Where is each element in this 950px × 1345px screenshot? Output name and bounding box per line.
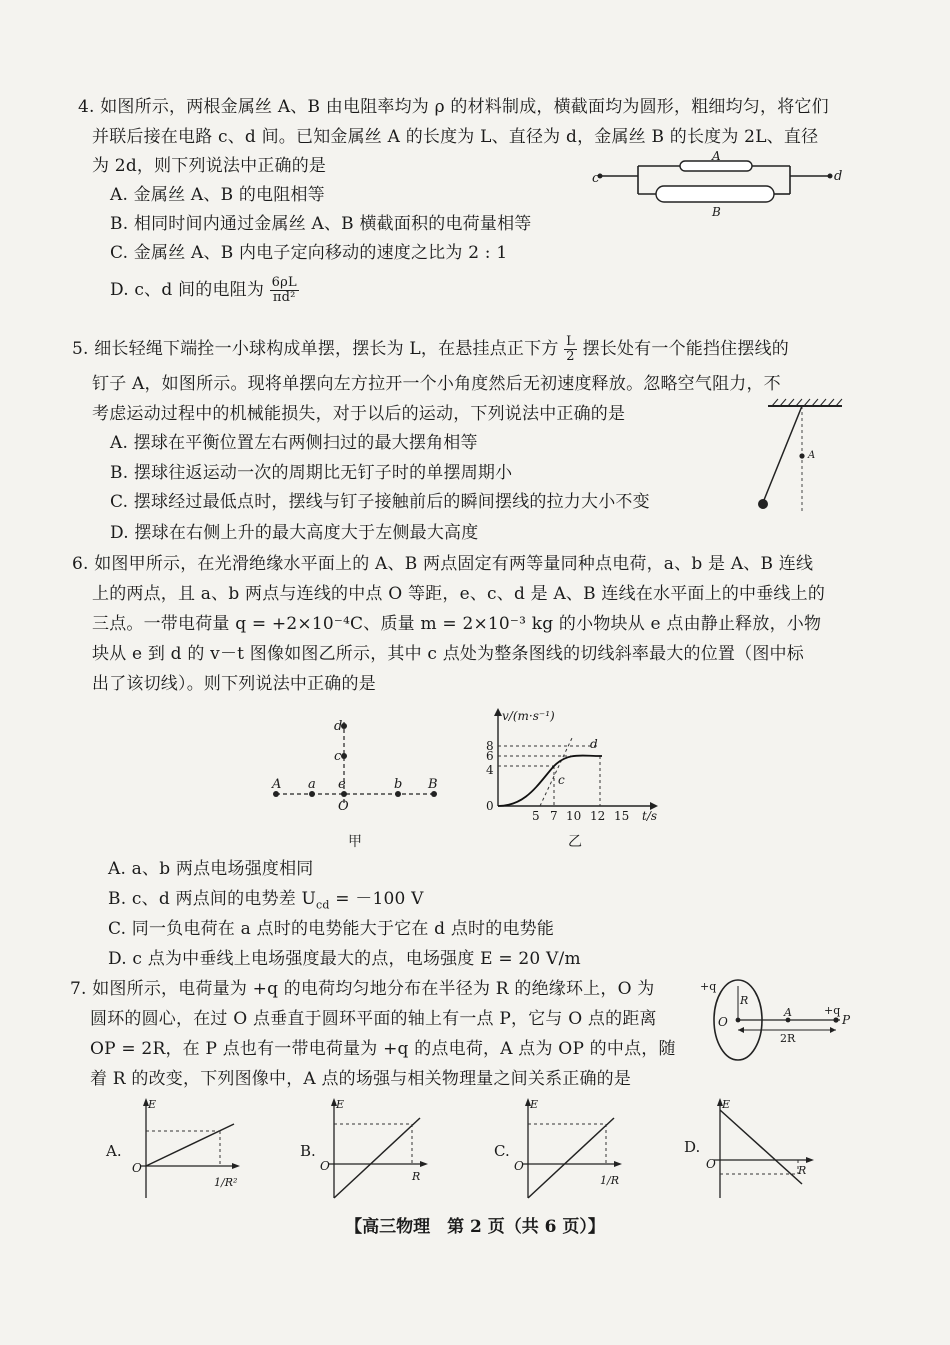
q5-stem-line1 [72, 330, 789, 368]
q6-jia-label-a: a [308, 777, 316, 792]
q7-graph-a-e: E [148, 1098, 157, 1111]
q6-yi-xtick-12: 12 [590, 809, 606, 823]
q6-yi-ytick-0: 0 [486, 799, 494, 813]
q6-option-b-subscript: cd [316, 898, 330, 912]
q7-graph-b [296, 1094, 456, 1204]
q7-graph-d-x: R [798, 1164, 807, 1177]
q6-figure-yi [478, 702, 668, 852]
q4-stem-line1: 4. 如图所示，两根金属丝 A、B 由电阻率均为 ρ 的材料制成，横截面均为圆形，粗细均匀，将它们 [78, 97, 829, 117]
q7-graph-d-e: E [722, 1098, 731, 1111]
q6-jia-label-B-upper: B [428, 777, 438, 792]
q6-yi-xtick-5: 5 [532, 809, 540, 823]
q5-option-b: B. 摆球往返运动一次的周期比无钉子时的单摆周期小 [110, 463, 513, 483]
q6-option-d: D. c 点为中垂线上电场强度最大的点，电场强度 E = 20 V/m [108, 949, 581, 969]
q6-option-b-tail: = －100 V [329, 889, 424, 909]
q7-stem-line3: OP = 2R，在 P 点也有一带电荷量为 +q 的点电荷，A 点为 OP 的中点，随 [90, 1039, 676, 1059]
q5-fraction-denominator: 2 [566, 349, 575, 364]
q7-graph-c-e: E [530, 1098, 539, 1111]
q6-yi-ytick-6: 6 [486, 749, 494, 763]
q6-option-b [108, 888, 424, 916]
q7-graph-d-o: O [706, 1157, 716, 1171]
q4-fig-label-d: d [834, 169, 843, 184]
q6-yi-label-d: d [590, 737, 598, 751]
q7-ring-figure [700, 972, 860, 1064]
q7-graph-d-label: D. [684, 1138, 701, 1156]
q4-option-d [110, 272, 299, 308]
q5-stem-line1-b: 摆长处有一个能挡住摆线的 [582, 339, 789, 359]
q6-jia-label-e: e [338, 777, 346, 792]
q6-jia-label-d: d [334, 719, 343, 734]
q6-jia-label-o: O [338, 799, 349, 814]
q6-yi-caption: 乙 [568, 834, 582, 850]
q4-fig-label-c: c [592, 171, 600, 186]
q5-option-d: D. 摆球在右侧上升的最大高度大于左侧最大高度 [110, 523, 479, 543]
q4-option-d-denominator: πd² [272, 290, 296, 305]
q7-graph-b-e: E [336, 1098, 345, 1111]
q6-yi-xtick-7: 7 [550, 809, 558, 823]
q4-circuit-figure [590, 150, 850, 220]
q6-yi-xlabel: t/s [642, 809, 658, 823]
q5-option-c: C. 摆球经过最低点时，摆线与钉子接触前后的瞬间摆线的拉力大小不变 [110, 492, 650, 512]
q7-graph-a-x: 1/R² [214, 1176, 238, 1189]
q7-stem-line4: 着 R 的改变，下列图像中，A 点的场强与相关物理量之间关系正确的是 [90, 1069, 632, 1089]
q4-stem-line3: 为 2d，则下列说法中正确的是 [92, 156, 327, 176]
q5-fig-label-a: A [808, 450, 816, 461]
q4-option-c: C. 金属丝 A、B 内电子定向移动的速度之比为 2 : 1 [110, 243, 508, 263]
q6-yi-label-c: c [558, 773, 565, 787]
q6-yi-xtick-10: 10 [566, 809, 582, 823]
q6-option-a: A. a、b 两点电场强度相同 [108, 859, 314, 879]
q7-graph-c-o: O [514, 1159, 524, 1173]
q7-graph-a [100, 1094, 260, 1204]
q7-fig-label-p: P [842, 1013, 851, 1027]
q6-jia-label-A-upper: A [272, 777, 282, 792]
q6-figure-jia [262, 712, 452, 852]
q4-option-d-fraction [270, 276, 299, 305]
q6-stem-line4: 块从 e 到 d 的 v－t 图像如图乙所示，其中 c 点处为整条图线的切线斜率最大的位置（图中标 [92, 644, 804, 664]
q7-fig-label-a: A [784, 1006, 792, 1019]
q7-fig-label-q-ring: +q [700, 980, 717, 993]
q4-stem-line2: 并联后接在电路 c、d 间。已知金属丝 A 的长度为 L、直径为 d，金属丝 B 的长度为 2L、直径 [92, 127, 819, 147]
q6-option-c: C. 同一负电荷在 a 点时的电势能大于它在 d 点时的电势能 [108, 919, 555, 939]
q6-stem-line1: 6. 如图甲所示，在光滑绝缘水平面上的 A、B 两点固定有两等量同种点电荷，a、b 是 A、B 连线 [72, 554, 814, 574]
q5-fraction-numerator: L [566, 334, 575, 349]
q6-stem-line5: 出了该切线）。则下列说法中正确的是 [92, 674, 376, 694]
page-footer: 【高三物理 第 2 页（共 6 页）】 [345, 1217, 605, 1237]
q7-fig-label-r: R [740, 994, 749, 1007]
q7-graph-c-x: 1/R [600, 1174, 619, 1187]
q6-jia-caption: 甲 [348, 834, 362, 850]
q5-stem-line2: 钉子 A，如图所示。现将单摆向左方拉开一个小角度然后无初速度释放。忽略空气阻力，不 [92, 374, 781, 394]
q6-yi-xtick-15: 15 [614, 809, 630, 823]
q5-option-a: A. 摆球在平衡位置左右两侧扫过的最大摆角相等 [110, 433, 478, 453]
q7-graph-a-o: O [132, 1161, 142, 1175]
q6-jia-label-b: b [394, 777, 403, 792]
q7-fig-label-distance: 2R [780, 1032, 796, 1045]
q6-jia-label-c: c [334, 749, 342, 764]
q7-graph-a-label: A. [106, 1142, 122, 1160]
q4-option-a: A. 金属丝 A、B 的电阻相等 [110, 185, 325, 205]
q7-fig-label-q-point: +q [824, 1004, 841, 1017]
q5-pendulum-figure [750, 396, 850, 521]
q4-option-b: B. 相同时间内通过金属丝 A、B 横截面积的电荷量相等 [110, 214, 532, 234]
q7-graph-b-label: B. [300, 1142, 316, 1160]
q6-yi-ytick-8: 8 [486, 739, 494, 753]
q4-fig-label-a: A [712, 149, 721, 163]
q7-graph-c-label: C. [494, 1142, 510, 1160]
q5-fraction [564, 335, 577, 364]
q7-graph-b-o: O [320, 1159, 330, 1173]
q7-graph-c [490, 1094, 650, 1204]
q7-fig-label-o: O [718, 1015, 728, 1029]
q4-option-d-prefix: D. c、d 间的电阻为 [110, 280, 265, 300]
q6-yi-ylabel: v/(m·s⁻¹) [502, 709, 555, 723]
q5-stem-line3: 考虑运动过程中的机械能损失，对于以后的运动，下列说法中正确的是 [92, 404, 626, 424]
q7-stem-line1: 7. 如图所示，电荷量为 +q 的电荷均匀地分布在半径为 R 的绝缘环上，O 为 [70, 979, 655, 999]
q7-graph-d [680, 1094, 840, 1204]
q5-stem-line1-a: 5. 细长轻绳下端拴一小球构成单摆，摆长为 L，在悬挂点正下方 [72, 339, 559, 359]
q6-stem-line3: 三点。一带电荷量 q = +2×10⁻⁴C、质量 m = 2×10⁻³ kg 的小物块从 e 点由静止释放，小物 [92, 614, 822, 634]
q6-option-b-text: B. c、d 两点间的电势差 U [108, 889, 317, 909]
q4-fig-label-b: B [712, 205, 721, 219]
q7-stem-line2: 圆环的圆心，在过 O 点垂直于圆环平面的轴上有一点 P，它与 O 点的距离 [90, 1009, 657, 1029]
q4-option-d-numerator: 6ρL [271, 275, 297, 290]
q6-yi-ytick-4: 4 [486, 763, 494, 777]
q6-stem-line2: 上的两点，且 a、b 两点与连线的中点 O 等距，e、c、d 是 A、B 连线在水平面上的中垂线上的 [92, 584, 826, 604]
q7-graph-b-x: R [412, 1170, 421, 1183]
